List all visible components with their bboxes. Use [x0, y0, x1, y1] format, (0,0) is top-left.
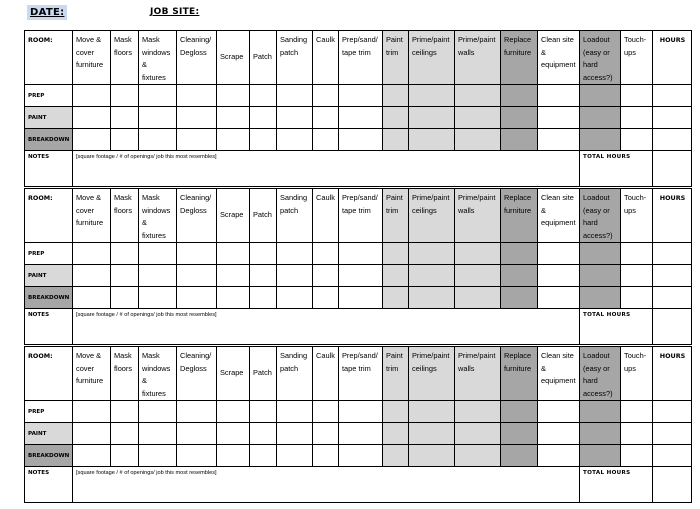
entry-cell[interactable]	[339, 445, 383, 467]
entry-cell[interactable]	[111, 107, 139, 129]
col-sanding-patch: Sanding patch	[277, 31, 313, 85]
col-hours: HOURS	[653, 31, 692, 85]
col-touch-ups: Touch- ups	[621, 189, 653, 243]
entry-cell[interactable]	[177, 107, 217, 129]
col-prime-paint-ceilings: Prime/paint ceilings	[409, 189, 455, 243]
entry-cell[interactable]	[580, 401, 621, 423]
entry-cell[interactable]	[580, 243, 621, 265]
col-clean-site-equipment: Clean site & equipment	[538, 189, 580, 243]
entry-cell[interactable]	[73, 445, 111, 467]
col-replace-furniture: Replace furniture	[501, 347, 538, 401]
entry-cell[interactable]	[621, 243, 653, 265]
entry-cell[interactable]	[580, 129, 621, 151]
entry-cell[interactable]	[339, 287, 383, 309]
entry-cell[interactable]	[73, 107, 111, 129]
notes-row	[25, 467, 692, 503]
entry-cell[interactable]	[455, 401, 501, 423]
entry-cell[interactable]	[621, 401, 653, 423]
entry-cell[interactable]	[313, 129, 339, 151]
entry-cell[interactable]	[383, 85, 409, 107]
breakdown-label: BREAKDOWN	[25, 129, 73, 151]
entry-cell[interactable]	[580, 423, 621, 445]
entry-cell[interactable]	[277, 445, 313, 467]
col-cleaning-degloss: Cleaning/ Degloss	[177, 189, 217, 243]
entry-cell[interactable]	[217, 401, 250, 423]
entry-cell[interactable]	[139, 445, 177, 467]
notes-hint: [square footage / # of openings/ job this most resembles]	[76, 470, 217, 476]
hours-entry-cell[interactable]	[653, 107, 692, 129]
room-label: ROOM:	[25, 189, 73, 243]
hours-entry-cell[interactable]	[653, 243, 692, 265]
entry-cell[interactable]	[339, 85, 383, 107]
room-table	[24, 188, 692, 345]
entry-cell[interactable]	[111, 85, 139, 107]
breakdown-row	[25, 445, 692, 467]
notes-hint: [square footage / # of openings/ job this most resembles]	[76, 312, 217, 318]
entry-cell[interactable]	[501, 423, 538, 445]
prep-label: PREP	[25, 243, 73, 265]
entry-cell[interactable]	[383, 265, 409, 287]
col-patch: Patch	[250, 347, 277, 401]
total-hours-field[interactable]	[653, 151, 692, 187]
entry-cell[interactable]	[339, 107, 383, 129]
paint-row	[25, 107, 692, 129]
hours-entry-cell[interactable]	[653, 423, 692, 445]
entry-cell[interactable]	[177, 243, 217, 265]
col-prep-sand-tape-trim: Prep/sand/ tape trim	[339, 31, 383, 85]
entry-cell[interactable]	[217, 445, 250, 467]
col-prime-paint-ceilings: Prime/paint ceilings	[409, 31, 455, 85]
entry-cell[interactable]	[383, 445, 409, 467]
entry-cell[interactable]	[217, 85, 250, 107]
paint-label: PAINT	[25, 107, 73, 129]
entry-cell[interactable]	[277, 401, 313, 423]
entry-cell[interactable]	[177, 265, 217, 287]
paint-label: PAINT	[25, 423, 73, 445]
entry-cell[interactable]	[250, 107, 277, 129]
entry-cell[interactable]	[73, 243, 111, 265]
notes-label: NOTES	[25, 151, 73, 187]
breakdown-label: BREAKDOWN	[25, 445, 73, 467]
entry-cell[interactable]	[217, 107, 250, 129]
entry-cell[interactable]	[313, 85, 339, 107]
entry-cell[interactable]	[501, 107, 538, 129]
entry-cell[interactable]	[339, 423, 383, 445]
entry-cell[interactable]	[217, 287, 250, 309]
entry-cell[interactable]	[580, 445, 621, 467]
hours-entry-cell[interactable]	[653, 287, 692, 309]
entry-cell[interactable]	[383, 243, 409, 265]
col-scrape: Scrape	[217, 31, 250, 85]
room-table	[24, 346, 692, 503]
entry-cell[interactable]	[383, 107, 409, 129]
entry-cell[interactable]	[409, 423, 455, 445]
entry-cell[interactable]	[501, 265, 538, 287]
col-cleaning-degloss: Cleaning/ Degloss	[177, 347, 217, 401]
entry-cell[interactable]	[339, 243, 383, 265]
entry-cell[interactable]	[111, 287, 139, 309]
entry-cell[interactable]	[313, 243, 339, 265]
entry-cell[interactable]	[313, 445, 339, 467]
entry-cell[interactable]	[73, 85, 111, 107]
entry-cell[interactable]	[139, 401, 177, 423]
entry-cell[interactable]	[250, 445, 277, 467]
total-hours-label: TOTAL HOURS	[580, 309, 653, 345]
col-paint-trim: Paint trim	[383, 189, 409, 243]
col-patch: Patch	[250, 189, 277, 243]
hours-entry-cell[interactable]	[653, 445, 692, 467]
entry-cell[interactable]	[139, 287, 177, 309]
entry-cell[interactable]	[383, 129, 409, 151]
entry-cell[interactable]	[455, 287, 501, 309]
entry-cell[interactable]	[455, 445, 501, 467]
col-loadout: Loadout (easy or hard access?)	[580, 189, 621, 243]
entry-cell[interactable]	[139, 107, 177, 129]
entry-cell[interactable]	[538, 445, 580, 467]
date-label: DATE:	[27, 5, 67, 20]
job-site-label: JOB SITE:	[150, 7, 200, 17]
column-header-row	[25, 347, 692, 401]
entry-cell[interactable]	[111, 265, 139, 287]
entry-cell[interactable]	[177, 423, 217, 445]
entry-cell[interactable]	[501, 445, 538, 467]
entry-cell[interactable]	[73, 129, 111, 151]
col-hours: HOURS	[653, 189, 692, 243]
entry-cell[interactable]	[139, 265, 177, 287]
entry-cell[interactable]	[383, 423, 409, 445]
entry-cell[interactable]	[621, 445, 653, 467]
notes-field[interactable]	[73, 151, 580, 187]
entry-cell[interactable]	[177, 287, 217, 309]
entry-cell[interactable]	[217, 423, 250, 445]
col-patch: Patch	[250, 31, 277, 85]
entry-cell[interactable]	[73, 265, 111, 287]
entry-cell[interactable]	[73, 423, 111, 445]
hours-entry-cell[interactable]	[653, 85, 692, 107]
notes-label: NOTES	[25, 467, 73, 503]
col-prime-paint-ceilings: Prime/paint ceilings	[409, 347, 455, 401]
entry-cell[interactable]	[383, 287, 409, 309]
entry-cell[interactable]	[139, 85, 177, 107]
page-header	[0, 0, 700, 30]
entry-cell[interactable]	[409, 243, 455, 265]
entry-cell[interactable]	[250, 243, 277, 265]
entry-cell[interactable]	[277, 107, 313, 129]
entry-cell[interactable]	[250, 423, 277, 445]
entry-cell[interactable]	[217, 129, 250, 151]
total-hours-field[interactable]	[653, 309, 692, 345]
entry-cell[interactable]	[621, 107, 653, 129]
entry-cell[interactable]	[501, 85, 538, 107]
entry-cell[interactable]	[538, 85, 580, 107]
entry-cell[interactable]	[621, 265, 653, 287]
entry-cell[interactable]	[217, 243, 250, 265]
col-prime-paint-walls: Prime/paint walls	[455, 347, 501, 401]
col-mask-floors: Mask floors	[111, 31, 139, 85]
hours-entry-cell[interactable]	[653, 401, 692, 423]
entry-cell[interactable]	[501, 243, 538, 265]
entry-cell[interactable]	[111, 129, 139, 151]
col-prime-paint-walls: Prime/paint walls	[455, 31, 501, 85]
entry-cell[interactable]	[250, 287, 277, 309]
entry-cell[interactable]	[621, 129, 653, 151]
entry-cell[interactable]	[339, 401, 383, 423]
hours-entry-cell[interactable]	[653, 129, 692, 151]
entry-cell[interactable]	[538, 287, 580, 309]
col-touch-ups: Touch- ups	[621, 347, 653, 401]
notes-field[interactable]	[73, 467, 580, 503]
col-mask-floors: Mask floors	[111, 347, 139, 401]
notes-label: NOTES	[25, 309, 73, 345]
entry-cell[interactable]	[177, 129, 217, 151]
entry-cell[interactable]	[139, 243, 177, 265]
entry-cell[interactable]	[277, 129, 313, 151]
entry-cell[interactable]	[409, 107, 455, 129]
room-label: ROOM:	[25, 31, 73, 85]
col-prep-sand-tape-trim: Prep/sand/ tape trim	[339, 189, 383, 243]
entry-cell[interactable]	[501, 129, 538, 151]
col-prep-sand-tape-trim: Prep/sand/ tape trim	[339, 347, 383, 401]
entry-cell[interactable]	[277, 287, 313, 309]
col-move-cover-furniture: Move & cover furniture	[73, 347, 111, 401]
col-loadout: Loadout (easy or hard access?)	[580, 347, 621, 401]
entry-cell[interactable]	[339, 129, 383, 151]
entry-cell[interactable]	[409, 287, 455, 309]
entry-cell[interactable]	[250, 265, 277, 287]
entry-cell[interactable]	[177, 445, 217, 467]
col-mask-windows-fixtures: Mask windows & fixtures	[139, 189, 177, 243]
entry-cell[interactable]	[73, 287, 111, 309]
paint-label: PAINT	[25, 265, 73, 287]
entry-cell[interactable]	[313, 423, 339, 445]
entry-cell[interactable]	[139, 423, 177, 445]
prep-row	[25, 401, 692, 423]
total-hours-field[interactable]	[653, 467, 692, 503]
breakdown-row	[25, 129, 692, 151]
notes-field[interactable]	[73, 309, 580, 345]
entry-cell[interactable]	[501, 287, 538, 309]
breakdown-label: BREAKDOWN	[25, 287, 73, 309]
entry-cell[interactable]	[621, 423, 653, 445]
entry-cell[interactable]	[538, 107, 580, 129]
col-cleaning-degloss: Cleaning/ Degloss	[177, 31, 217, 85]
entry-cell[interactable]	[177, 401, 217, 423]
col-caulk: Caulk	[313, 189, 339, 243]
col-mask-floors: Mask floors	[111, 189, 139, 243]
entry-cell[interactable]	[455, 265, 501, 287]
entry-cell[interactable]	[538, 243, 580, 265]
paint-row	[25, 265, 692, 287]
paint-row	[25, 423, 692, 445]
col-mask-windows-fixtures: Mask windows & fixtures	[139, 31, 177, 85]
col-mask-windows-fixtures: Mask windows & fixtures	[139, 347, 177, 401]
total-hours-label: TOTAL HOURS	[580, 151, 653, 187]
col-prime-paint-walls: Prime/paint walls	[455, 189, 501, 243]
col-caulk: Caulk	[313, 31, 339, 85]
entry-cell[interactable]	[250, 401, 277, 423]
col-loadout: Loadout (easy or hard access?)	[580, 31, 621, 85]
col-paint-trim: Paint trim	[383, 347, 409, 401]
entry-cell[interactable]	[313, 287, 339, 309]
entry-cell[interactable]	[111, 445, 139, 467]
notes-row	[25, 151, 692, 187]
entry-cell[interactable]	[339, 265, 383, 287]
entry-cell[interactable]	[73, 401, 111, 423]
entry-cell[interactable]	[409, 129, 455, 151]
notes-hint: [square footage / # of openings/ job this most resembles]	[76, 154, 217, 160]
entry-cell[interactable]	[409, 445, 455, 467]
total-hours-label: TOTAL HOURS	[580, 467, 653, 503]
hours-entry-cell[interactable]	[653, 265, 692, 287]
entry-cell[interactable]	[409, 401, 455, 423]
entry-cell[interactable]	[277, 85, 313, 107]
entry-cell[interactable]	[383, 401, 409, 423]
entry-cell[interactable]	[538, 423, 580, 445]
col-replace-furniture: Replace furniture	[501, 31, 538, 85]
entry-cell[interactable]	[177, 85, 217, 107]
entry-cell[interactable]	[538, 401, 580, 423]
col-caulk: Caulk	[313, 347, 339, 401]
entry-cell[interactable]	[277, 265, 313, 287]
prep-label: PREP	[25, 401, 73, 423]
entry-cell[interactable]	[455, 85, 501, 107]
entry-cell[interactable]	[409, 85, 455, 107]
entry-cell[interactable]	[580, 107, 621, 129]
entry-cell[interactable]	[621, 287, 653, 309]
entry-cell[interactable]	[111, 401, 139, 423]
col-clean-site-equipment: Clean site & equipment	[538, 347, 580, 401]
breakdown-row	[25, 287, 692, 309]
entry-cell[interactable]	[277, 243, 313, 265]
entry-cell[interactable]	[501, 401, 538, 423]
entry-cell[interactable]	[313, 265, 339, 287]
col-scrape: Scrape	[217, 347, 250, 401]
prep-row	[25, 85, 692, 107]
entry-cell[interactable]	[313, 401, 339, 423]
col-sanding-patch: Sanding patch	[277, 189, 313, 243]
col-sanding-patch: Sanding patch	[277, 347, 313, 401]
col-scrape: Scrape	[217, 189, 250, 243]
col-move-cover-furniture: Move & cover furniture	[73, 189, 111, 243]
entry-cell[interactable]	[455, 107, 501, 129]
room-label: ROOM:	[25, 347, 73, 401]
entry-cell[interactable]	[538, 129, 580, 151]
entry-cell[interactable]	[538, 265, 580, 287]
col-paint-trim: Paint trim	[383, 31, 409, 85]
entry-cell[interactable]	[139, 129, 177, 151]
col-clean-site-equipment: Clean site & equipment	[538, 31, 580, 85]
column-header-row	[25, 31, 692, 85]
prep-row	[25, 243, 692, 265]
prep-label: PREP	[25, 85, 73, 107]
entry-cell[interactable]	[455, 423, 501, 445]
entry-cell[interactable]	[250, 129, 277, 151]
col-move-cover-furniture: Move & cover furniture	[73, 31, 111, 85]
entry-cell[interactable]	[409, 265, 455, 287]
entry-cell[interactable]	[455, 129, 501, 151]
entry-cell[interactable]	[580, 85, 621, 107]
entry-cell[interactable]	[580, 265, 621, 287]
room-table	[24, 30, 692, 187]
notes-row	[25, 309, 692, 345]
entry-cell[interactable]	[455, 243, 501, 265]
entry-cell[interactable]	[313, 107, 339, 129]
column-header-row	[25, 189, 692, 243]
entry-cell[interactable]	[111, 423, 139, 445]
col-touch-ups: Touch- ups	[621, 31, 653, 85]
entry-cell[interactable]	[217, 265, 250, 287]
col-hours: HOURS	[653, 347, 692, 401]
col-replace-furniture: Replace furniture	[501, 189, 538, 243]
entry-cell[interactable]	[580, 287, 621, 309]
entry-cell[interactable]	[277, 423, 313, 445]
entry-cell[interactable]	[250, 85, 277, 107]
entry-cell[interactable]	[621, 85, 653, 107]
entry-cell[interactable]	[111, 243, 139, 265]
